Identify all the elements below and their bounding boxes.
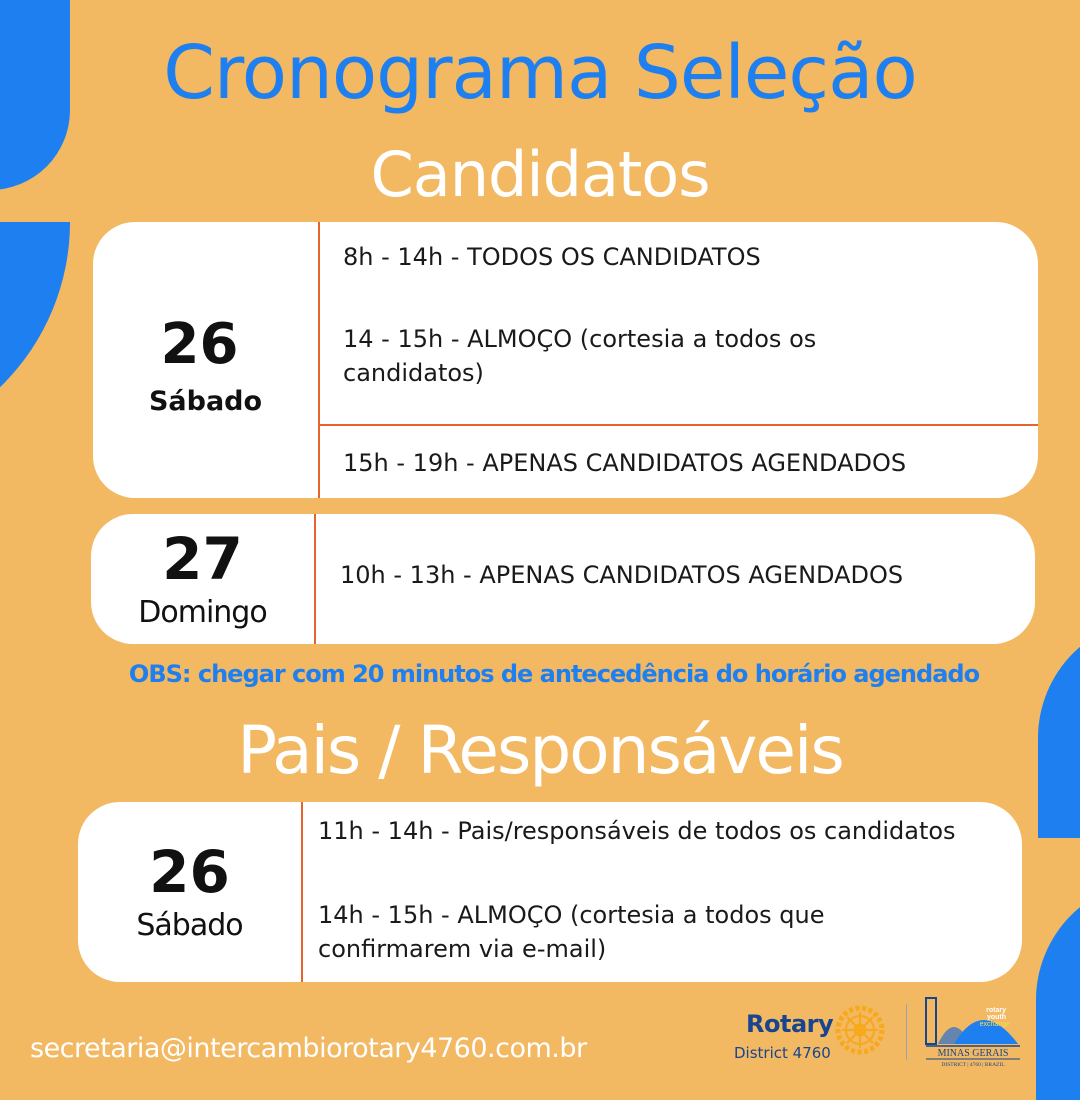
day-number: 26: [149, 837, 230, 906]
date-column: [91, 514, 316, 644]
schedule-card-day-27: [91, 514, 1035, 644]
ryex-line2: youth: [986, 1014, 1006, 1021]
schedule-item: 11h - 14h - Pais/responsáveis de todos os candidatos: [318, 817, 956, 845]
ryex-region: MINAS GERAIS: [937, 1048, 1009, 1059]
section-title-parents: Pais / Responsáveis: [237, 712, 843, 789]
day-number: 27: [162, 524, 243, 593]
schedule-item: 14h - 15h - ALMOÇO (cortesia a todos que confirmarem via e-mail): [318, 901, 825, 963]
ryex-bottom: DISTRICT | 4760 | BRAZIL: [941, 1062, 1005, 1068]
ryex-line1: rotary: [986, 1007, 1006, 1014]
section-title-candidates: Candidatos: [370, 138, 710, 211]
ryex-minas-gerais-logo: [924, 992, 1024, 1068]
weekday-label: Domingo: [138, 594, 267, 630]
schedule-card-day-26: [93, 222, 1038, 498]
schedule-item: 8h - 14h - TODOS OS CANDIDATOS: [343, 243, 761, 271]
contact-email[interactable]: secretaria@intercambiorotary4760.com.br: [30, 1033, 587, 1064]
corner-shape-mid-left: [0, 222, 70, 452]
date-column: [78, 802, 303, 982]
rotary-logo-text: Rotary: [746, 1010, 834, 1038]
ryex-line3: exchange: [979, 1021, 1010, 1028]
obs-note: OBS: chegar com 20 minutos de antecedência do horário agendado: [128, 660, 980, 688]
schedule-card-parents: [78, 802, 1022, 982]
schedule-item: 10h - 13h - APENAS CANDIDATOS AGENDADOS: [340, 561, 904, 589]
day-number: 26: [160, 312, 239, 378]
logos-footer: [724, 1000, 1044, 1070]
rotary-wheel-icon: [832, 1002, 888, 1058]
divider-line: [318, 424, 1038, 426]
date-column: [93, 222, 320, 498]
weekday-label: Sábado: [148, 386, 263, 418]
schedule-item: 14 - 15h - ALMOÇO (cortesia a todos os candidatos): [343, 325, 817, 387]
schedule-item: 15h - 19h - APENAS CANDIDATOS AGENDADOS: [343, 449, 907, 477]
rotary-district-text: District 4760: [734, 1044, 831, 1062]
logo-divider: [906, 1004, 907, 1060]
weekday-label: Sábado: [136, 907, 243, 943]
page-title: Cronograma Seleção: [163, 30, 917, 116]
